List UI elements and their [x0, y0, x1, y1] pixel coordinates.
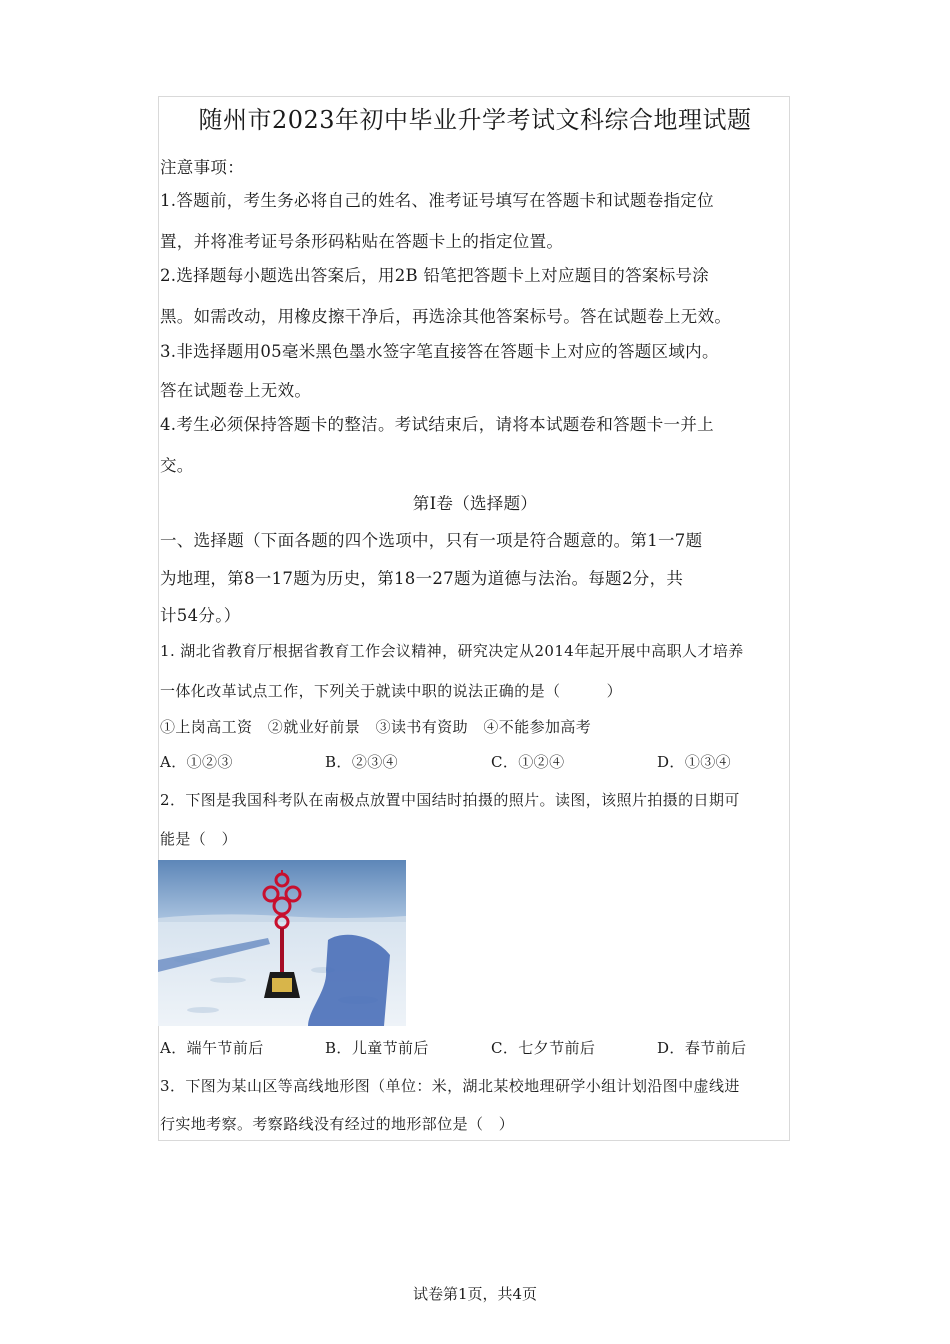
- question-1-option-b: B．②③④: [325, 753, 399, 771]
- notice-line: 交。: [160, 456, 194, 475]
- section-title: 第I卷（选择题）: [412, 494, 538, 513]
- question-2-option-b: B．儿童节前后: [325, 1039, 429, 1057]
- question-1-statements: ①上岗高工资 ②就业好前景 ③读书有资助 ④不能参加高考: [160, 718, 592, 736]
- question-1-option-d: D．①③④: [657, 753, 732, 771]
- section-intro-line: 为地理，第8一17题为历史，第18一27题为道德与法治。每题2分，共: [160, 569, 684, 588]
- page-footer: 试卷第1页，共4页: [412, 1285, 538, 1303]
- question-1-option-a: A．①②③: [160, 753, 233, 771]
- notice-heading: 注意事项：: [160, 158, 244, 177]
- question-2-text: 能是（ ）: [160, 830, 238, 848]
- question-2-option-c: C．七夕节前后: [491, 1039, 596, 1057]
- south-pole-chinese-knot-photo: [158, 860, 406, 1026]
- notice-line: 黑。如需改动，用橡皮擦干净后，再选涂其他答案标号。答在试题卷上无效。: [160, 307, 732, 326]
- question-2-option-a: A．端午节前后: [160, 1039, 264, 1057]
- notice-line: 置，并将准考证号条形码粘贴在答题卡上的指定位置。: [160, 232, 564, 251]
- section-intro-line: 一、选择题（下面各题的四个选项中，只有一项是符合题意的。第1一7题: [160, 531, 703, 550]
- notice-line: 1.答题前，考生务必将自己的姓名、准考证号填写在答题卡和试题卷指定位: [160, 191, 714, 210]
- question-2-text: 2．下图是我国科考队在南极点放置中国结时拍摄的照片。读图，该照片拍摄的日期可: [160, 791, 740, 809]
- question-2-option-d: D．春节前后: [657, 1039, 747, 1057]
- question-1-text: 1. 湖北省教育厅根据省教育工作会议精神，研究决定从2014年起开展中高职人才培养: [160, 642, 744, 660]
- notice-line: 3.非选择题用05毫米黑色墨水签字笔直接答在答题卡上对应的答题区域内。: [160, 342, 719, 361]
- question-1-text: 一体化改革试点工作，下列关于就读中职的说法正确的是（ ）: [160, 682, 623, 700]
- section-intro-line: 计54分。）: [160, 606, 241, 625]
- notice-line: 2.选择题每小题选出答案后，用2B 铅笔把答题卡上对应题目的答案标号涂: [160, 266, 710, 285]
- notice-line: 答在试题卷上无效。: [160, 381, 312, 400]
- question-1-option-c: C．①②④: [491, 753, 565, 771]
- notice-line: 4.考生必须保持答题卡的整洁。考试结束后，请将本试题卷和答题卡一并上: [160, 415, 714, 434]
- question-3-text: 行实地考察。考察路线没有经过的地形部位是（ ）: [160, 1115, 515, 1133]
- question-3-text: 3．下图为某山区等高线地形图（单位：米，湖北某校地理研学小组计划沿图中虚线进: [160, 1077, 740, 1095]
- exam-title: 随州市2023年初中毕业升学考试文科综合地理试题: [198, 106, 752, 134]
